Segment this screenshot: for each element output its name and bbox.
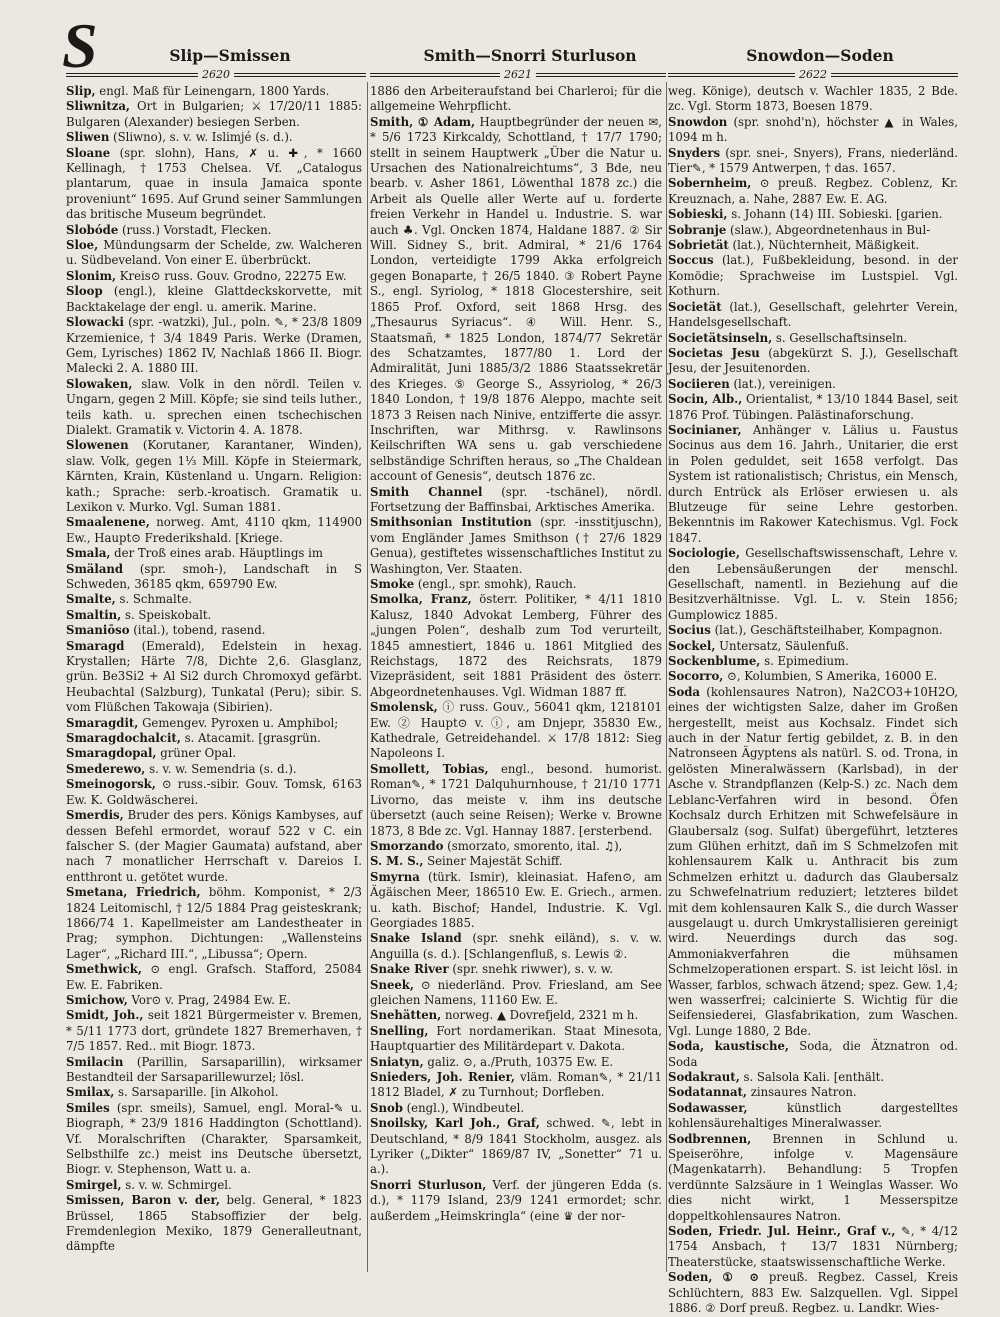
dictionary-entry <box>66 315 362 377</box>
running-header-left: Slip—Smissen <box>169 46 291 65</box>
dictionary-entry <box>668 1101 958 1132</box>
dictionary-entry <box>668 1270 958 1316</box>
entry-text: Hauptbegründer der neuen ✉, * 5/6 1723 Kirkcaldy, Schottland, † 17/7 1790; stellt in seinem Hauptwerk „Über die Natur u. Ursachen des Nationalreichtums“, 3 Bde, neu bearb. v. Asher 1861, Löwenthal 1878 zc.) die Arbeit als Quelle aller Werte auf u. forderte freien Verkehr in Handel u. Industrie. S. war auch ♣. Vgl. Oncken 1874, Haldane 1887. ② Sir Will. Sidney S., brit. Admiral, * 21/6 1764 London, verteidigte 1799 Akka erfolgreich gegen Bonaparte, † 26/5 1840. ③ Robert Payne S., engl. Syriolog, * 1818 Glocestershire, seit 1865 Prof. Oxford, seit 1868 Hrsg. des „Thesaurus Syriacus“. ④ Will. Henr. S., Staatsmañ, * 1825 London, 1874/77 Sekretär des Schatzamtes, 1877/80 1. Lord der Admiralität, Juni 1885/3/2 1886 Staatssekretär des Krieges. ⑤ George S., Assyriolog, * 26/3 1840 London, † 19/8 1876 Aleppo, machte seit 1873 3 Reisen nach Ninive, entzifferte die assyr. Inschriften, war Mithrsg. v. Rawlinsons Keilschriften WA sens u. gab verschiedene selbständige Schriften heraus, so „The Chaldean account of Genesis“, deutsch 1876 zc. <box>370 114 662 484</box>
entry-headword: Snehätten, <box>370 1008 442 1023</box>
entry-text: Vor⊙ v. Prag, 24984 Ew. E. <box>127 992 291 1007</box>
dictionary-entry <box>66 562 362 593</box>
entry-text: Mündungsarm der Schelde, zw. Walcheren u. Südbeveland. Von einer E. überbrückt. <box>66 238 362 268</box>
entry-text: s. Epimedium. <box>760 654 849 669</box>
entry-headword: Sodawasser, <box>668 1100 748 1115</box>
entry-text: (russ.) Vorstadt, Flecken. <box>118 222 272 237</box>
dictionary-entry <box>668 639 958 654</box>
dictionary-entry <box>370 577 662 592</box>
entry-headword: Smalte, <box>66 592 116 607</box>
entry-text: s. Johann (14) III. Sobieski. [garien. <box>727 207 943 222</box>
entry-text: (spr. snei-, Snyers), Frans, niederländ. Tier✎, * 1579 Antwerpen, † das. 1657. <box>668 145 958 176</box>
dictionary-entry <box>66 1178 362 1193</box>
entry-text: slaw. Volk in den nördl. Teilen v. Ungarn, gegen 2 Mill. Köpfe; sie sind teils luther., teils kath. u. sprechen einen tschechischen Dialekt. Gramatik v. Victorin 4. A. 1878. <box>66 376 362 437</box>
entry-text: seit 1821 Bürgermeister v. Bremen, * 5/11 1773 dort, gründete 1827 Bremerhaven, † 7/5 1857. Red.. mit Biogr. 1873. <box>66 1008 363 1054</box>
entry-text: zinsaures Natron. <box>747 1085 857 1100</box>
entry-text: Gesellschaftswissenschaft, Lehre v. den Lebensäußerungen der menschl. Gesellschaft, namentl. in Beziehung auf die Besitzverhältnisse. Vgl. L. v. Stein 1856; Gumplowicz 1885. <box>668 546 958 622</box>
entry-headword: Smala, <box>66 546 111 561</box>
dictionary-entry <box>66 962 362 993</box>
entry-text: ⊙, Kolumbien, S Amerika, 16000 E. <box>723 669 938 684</box>
entry-text: (lat.), Gesellschaft, gelehrter Verein, Handelsgesellschaft. <box>668 299 958 330</box>
entry-headword: Sloop <box>66 284 103 299</box>
entry-headword: Socin, Alb., <box>668 392 743 407</box>
dictionary-entry <box>66 546 362 561</box>
dictionary-entry <box>668 1039 958 1070</box>
entry-headword: Sobranje <box>668 222 727 237</box>
entry-text: (lat.), Fußbekleidung, besond. in der Komödie; Sprachweise im Lustspiel. Vgl. Kothurn. <box>668 253 958 299</box>
dictionary-entry <box>370 515 662 577</box>
dictionary-entry <box>668 1085 958 1100</box>
entry-headword: Sliwen <box>66 130 110 145</box>
entry-headword: Smolka, Franz, <box>370 592 472 607</box>
entry-headword: Smith, ① Adam, <box>370 114 476 129</box>
entry-headword: Snelling, <box>370 1023 429 1038</box>
text-column-center <box>370 84 662 1224</box>
entry-text: (spr. snehk riwwer), s. v. w. <box>448 962 614 977</box>
dictionary-entry <box>66 608 362 623</box>
entry-headword: Sociieren <box>668 376 730 391</box>
entry-headword: Smerdis, <box>66 808 124 823</box>
entry-text: vläm. Roman✎, * 21/11 1812 Bladel, ✗ zu Turnhout; Dorfleben. <box>370 1070 662 1100</box>
entry-headword: Smyrna <box>370 869 420 884</box>
dictionary-entry <box>370 978 662 1009</box>
page-number-rule-center <box>370 68 666 82</box>
entry-headword: Snob <box>370 1100 403 1115</box>
entry-text: (abgekürzt S. J.), Gesellschaft Jesu, der Jesuitenorden. <box>668 345 958 376</box>
entry-text: (Parillin, Sarsaparillin), wirksamer Bestandteil der Sarsaparillewurzel; lösl. <box>66 1054 362 1084</box>
entry-headword: Sociologie, <box>668 546 740 561</box>
entry-headword: Smetana, Friedrich, <box>66 885 201 900</box>
entry-text: s. Gesellschaftsinseln. <box>772 330 908 345</box>
entry-text: Ort in Bulgarien; ⚔ 17/20/11 1885: Bulgaren (Alexander) besiegen Serben. <box>66 99 362 129</box>
dictionary-entry <box>66 746 362 761</box>
dictionary-entry <box>668 84 958 115</box>
dictionary-entry <box>668 623 958 638</box>
entry-headword: Smidt, Joh., <box>66 1008 144 1023</box>
entry-text: belg. General, * 1823 Brüssel, 1865 Stabsoffizier der belg. Fremdenlegion Mexiko, 1879 Generalleutnant, dämpfte <box>66 1193 362 1254</box>
entry-headword: Smolensk, <box>370 700 438 715</box>
entry-text: österr. Politiker, * 4/11 1810 Kalusz, 1840 Advokat Lemberg, Führer des „jungen Polen“, deshalb zum Tod verurteilt, 1845 amnestiert, 1846 u. 1861 Mitglied des Reichstags, 1872 des Reichsrats, 1879 Vizepräsident, seit 1881 Präsident des österr. Abgeordnetenhauses. Vgl. Widman 1887 ff. <box>370 592 662 699</box>
entry-text: (lat.), Nüchternheit, Mäßigkeit. <box>728 238 920 253</box>
column-divider-2 <box>666 82 667 1272</box>
entry-text: böhm. Komponist, * 2/3 1824 Leitomischl, † 12/5 1884 Prag geisteskrank; 1866/74 1. Kapellmeister am Landestheater in Prag; symphon. Dichtungen: „Wallensteins Lager“, „Richard III.“, „Libussa“; Opern. <box>66 885 362 961</box>
entry-text: norweg. Amt, 4110 qkm, 114900 Ew., Haupt⊙ Frederikshald. [Kriege. <box>66 515 362 545</box>
entry-text: s. Sarsaparille. [in Alkohol. <box>114 1085 279 1100</box>
dictionary-entry <box>668 654 958 669</box>
entry-headword: Sliwnitza, <box>66 99 130 114</box>
dictionary-entry <box>66 762 362 777</box>
entry-headword: Smiles <box>66 1100 110 1115</box>
entry-headword: Snowdon <box>668 114 728 129</box>
entry-headword: Soden, Friedr. Jul. Heinr., Graf v., <box>668 1224 896 1239</box>
entry-headword: Smirgel, <box>66 1177 122 1192</box>
entry-text: norweg. ▲ Dovrefjeld, 2321 m h. <box>441 1008 639 1023</box>
entry-text: (spr. smoh-), Landschaft in S Schweden, 36185 qkm, 659790 Ew. <box>66 561 362 591</box>
entry-headword: Sloe, <box>66 238 99 253</box>
dictionary-entry <box>668 176 958 207</box>
dictionary-entry <box>668 346 958 377</box>
page-number-left: 2620 <box>198 68 234 82</box>
entry-headword: Smilacin <box>66 1054 124 1069</box>
entry-headword: Smoke <box>370 577 415 591</box>
dictionary-entry <box>668 669 958 684</box>
entry-text: (spr. snohd'n), höchster ▲ in Wales, 1094 m h. <box>668 114 958 145</box>
entry-text: (lat.), vereinigen. <box>729 376 836 391</box>
entry-headword: Sobieski, <box>668 207 728 222</box>
dictionary-entry <box>668 146 958 177</box>
dictionary-entry <box>66 1193 362 1255</box>
dictionary-entry <box>668 423 958 546</box>
entry-headword: Soden, ① ⊙ <box>668 1270 760 1285</box>
entry-text: 1886 den Arbeiteraufstand bei Charleroi; für die allgemeine Wehrpflicht. <box>370 84 662 114</box>
entry-text: (Korutaner, Karantaner, Winden), slaw. Volk, gegen 1⅓ Mill. Köpfe in Steiermark, Kärnten, Krain, Küstenland u. Ungarn. Religion: kath.; Sprache: serb.-kroatisch. Gramatik u. Lexikon v. Murko. Vgl. Suman 1881. <box>66 438 362 514</box>
dictionary-entry <box>66 1085 362 1100</box>
entry-headword: Smaltin, <box>66 607 122 622</box>
entry-text: s. Schmalte. <box>115 592 193 607</box>
entry-headword: Smaniōso <box>66 623 130 638</box>
dictionary-entry <box>668 253 958 299</box>
entry-headword: Slowaken, <box>66 376 133 391</box>
entry-headword: Snake River <box>370 962 449 977</box>
entry-headword: Smichow, <box>66 992 128 1007</box>
dictionary-entry <box>66 716 362 731</box>
entry-text: ⓘ russ. Gouv., 56041 qkm, 1218101 Ew. ② Haupt⊙ v. ⓘ, am Dnjepr, 35830 Ew., Kathedrale, Getreidehandel. ⚔ 17/8 1812: Sieg Napoleons I. <box>370 700 662 761</box>
dictionary-entry <box>668 1070 958 1085</box>
dictionary-entry <box>370 870 662 932</box>
column-divider-1 <box>367 82 368 1272</box>
entry-headword: Slip, <box>66 84 96 98</box>
entry-text: Anhänger v. Lälius u. Faustus Socinus aus dem 16. Jahrh., Unitarier, die erst in Polen geduldet, seit 1658 verfolgt. Das System ist rationalistisch; Christus, ein Mensch, durch Entrück als Erlöser erwiesen u. als Blutzeuge für seine Lehre gestorben. Bekenntnis im Rakower Katechismus. Vgl. Fock 1847. <box>668 422 958 545</box>
entry-text: Bruder des pers. Königs Kambyses, auf dessen Befehl ermordet, worauf 522 v C. ein falscher S. (der Magier Gaumata) aufstand, aber nach 7 monatlicher Herrschaft v. Dareios I. entthront u. getötet wurde. <box>66 808 362 884</box>
dictionary-entry <box>66 377 362 439</box>
dictionary-entry <box>370 1008 662 1023</box>
dictionary-entry <box>668 685 958 1039</box>
entry-text: s. v. w. Semendria (s. d.). <box>145 761 297 776</box>
entry-headword: Smäland <box>66 561 124 576</box>
dictionary-entry <box>66 1101 362 1178</box>
entry-text: ⊙ niederländ. Prov. Friesland, am See gleichen Namens, 11160 Ew. E. <box>370 977 662 1007</box>
entry-text: (spr. -tschänel), nördl. Fortsetzung der Baffinsbai, Arktisches Amerika. <box>370 484 662 514</box>
dictionary-entry <box>66 84 362 99</box>
dictionary-entry <box>66 731 362 746</box>
entry-text: Seiner Majestät Schiff. <box>423 854 563 869</box>
entry-text: (Sliwno), s. v. w. Islimjé (s. d.). <box>109 130 293 145</box>
running-header-right: Snowdon—Soden <box>746 46 894 65</box>
entry-headword: Slonim, <box>66 268 117 283</box>
entry-headword: Snyders <box>668 145 721 160</box>
entry-headword: Sodakraut, <box>668 1070 740 1084</box>
entry-text: (engl.), kleine Glattdeckskorvette, mit Backtakelage der engl. u. amerik. Marine. <box>66 284 362 314</box>
entry-text: Fort nordamerikan. Staat Minesota, Hauptquartier des Militärdepart v. Dakota. <box>370 1023 662 1054</box>
entry-headword: Socorro, <box>668 669 724 684</box>
running-header-center: Smith—Snorri Sturluson <box>423 46 637 65</box>
entry-text: (slaw.), Abgeordnetenhaus in Bul- <box>726 222 931 237</box>
page-number-rule-left <box>66 68 366 82</box>
entry-headword: Slobóde <box>66 222 119 237</box>
entry-headword: Smithsonian Institution <box>370 515 532 530</box>
page-number-rule-right <box>668 68 958 82</box>
entry-text: (spr. slohn), Hans, ✗ u. ✚, * 1660 Kellinagh, †1753 Chelsea. Vf. „Catalogus plantarum, quae in insula Jamaica sponte proveniunt“ 1695. Auf Grund seiner Sammlungen das britische Museum begründet. <box>66 145 362 222</box>
dictionary-entry <box>66 885 362 962</box>
dictionary-entry <box>370 931 662 962</box>
dictionary-entry <box>370 115 662 485</box>
dictionary-entry <box>66 777 362 808</box>
entry-headword: Smaalenene, <box>66 515 150 530</box>
dictionary-entry <box>370 1070 662 1101</box>
dictionary-entry <box>66 808 362 885</box>
dictionary-entry <box>370 1178 662 1224</box>
entry-headword: Societas Jesu <box>668 345 760 360</box>
dictionary-entry <box>370 592 662 700</box>
entry-text: (engl., spr. smohk), Rauch. <box>414 577 577 591</box>
dictionary-entry <box>66 1055 362 1086</box>
entry-text: preuß. Regbez. Cassel, Kreis Schlüchtern, 883 Ew. Salzquellen. Vgl. Sippel 1886. ② Dorf preuß. Regbez. u. Landkr. Wies- <box>668 1270 958 1316</box>
dictionary-entry <box>668 1132 958 1224</box>
dictionary-entry <box>370 84 662 115</box>
entry-headword: Sockenblume, <box>668 654 761 669</box>
entry-headword: Sodatannat, <box>668 1085 747 1100</box>
entry-headword: Smaragdopal, <box>66 746 157 761</box>
entry-headword: Soda, kaustische, <box>668 1039 789 1054</box>
entry-headword: Sobrietät <box>668 238 729 253</box>
entry-text: engl., besond. humorist. Roman✎, * 1721 Dalquhurnhouse, † 21/10 1771 Livorno, das meiste v. ihm ins deutsche übersetzt (auch seine Reisen); Werke v. Browne 1873, 8 Bde zc. Vgl. Hannay 1887. [ersterbend. <box>370 761 662 838</box>
entry-text: ✎, * 4/12 1754 Ansbach, † 13/7 1831 Nürnberg; Theaterstücke, staatswissenschaftliche Werke. <box>668 1224 958 1269</box>
entry-headword: Sodbrennen, <box>668 1131 752 1146</box>
dictionary-entry <box>66 639 362 716</box>
dictionary-entry <box>66 993 362 1008</box>
dictionary-entry <box>66 99 362 130</box>
entry-text: (spr. smeils), Samuel, engl. Moral-✎ u. Biograph, * 23/9 1816 Haddington (Schottland). Vf. Moralschriften (Charakter, Sparsamkeit, Selbsthilfe zc.) meist ins Deutsche übersetzt, Biogr. v. Stephenson, Watt u. a. <box>66 1100 362 1177</box>
dictionary-entry <box>668 238 958 253</box>
dictionary-entry <box>66 438 362 515</box>
entry-headword: Sneek, <box>370 977 414 992</box>
dictionary-entry <box>66 284 362 315</box>
entry-headword: Smaragd <box>66 638 125 653</box>
entry-text: s. Speiskobalt. <box>121 607 212 622</box>
dictionary-entry <box>66 223 362 238</box>
dictionary-entry <box>370 700 662 762</box>
entry-text: ⊙ engl. Grafsch. Stafford, 25084 Ew. E. Fabriken. <box>66 962 362 992</box>
dictionary-entry <box>668 1224 958 1270</box>
dictionary-entry <box>668 377 958 392</box>
dictionary-entry <box>668 223 958 238</box>
dictionary-entry <box>66 130 362 145</box>
entry-text: s. Atacamit. [grasgrün. <box>180 731 321 746</box>
entry-text: künstlich dargestelltes kohlensäurehaltiges Mineralwasser. <box>668 1100 958 1131</box>
entry-text: der Troß eines arab. Häuptlings im <box>110 546 323 561</box>
entry-headword: Snake Island <box>370 931 462 946</box>
entry-text: Untersatz, Säulenfuß. <box>715 638 850 653</box>
entry-headword: Smilax, <box>66 1085 115 1100</box>
entry-headword: Slowenen <box>66 438 129 453</box>
dictionary-entry <box>370 485 662 516</box>
dictionary-entry <box>668 392 958 423</box>
entry-headword: Smorzando <box>370 838 444 853</box>
entry-headword: Snorri Sturluson, <box>370 1177 487 1192</box>
entry-headword: Sniatyn, <box>370 1054 424 1069</box>
entry-text: schwed. ✎, lebt in Deutschland, * 8/9 1841 Stockholm, ausgez. als Lyriker („Dikter“ 1869/87 IV, „Sonetter“ 71 u. a.). <box>370 1116 662 1177</box>
entry-headword: Soda <box>668 684 700 699</box>
dictionary-entry <box>668 207 958 222</box>
dictionary-entry <box>66 515 362 546</box>
entry-headword: Soccus <box>668 253 714 268</box>
entry-text: grüner Opal. <box>156 746 237 761</box>
entry-headword: Socinianer, <box>668 422 742 437</box>
dictionary-entry <box>370 1024 662 1055</box>
entry-text: Gemengev. Pyroxen u. Amphibol; <box>138 715 339 730</box>
entry-headword: Smaragdochalcit, <box>66 731 181 746</box>
entry-text: ⊙ preuß. Regbez. Coblenz, Kr. Kreuznach, a. Nahe, 2887 Ew. E. AG. <box>668 176 958 206</box>
dictionary-entry <box>370 1055 662 1070</box>
dictionary-entry <box>66 238 362 269</box>
dictionary-entry <box>668 115 958 146</box>
entry-text: Orientalist, * 13/10 1844 Basel, seit 1876 Prof. Tübingen. Palästinaforschung. <box>668 392 958 422</box>
entry-text: Brennen in Schlund u. Speiseröhre, infolge v. Magensäure (Magenkatarrh). Behandlung: 5 Tropfen verdünnte Salzsäure in 1 Weinglas Wasser. Wo dies nicht wirkt, 1 Messerspitze doppeltkohlensaures Natron. <box>668 1131 958 1223</box>
dictionary-entry <box>66 146 362 223</box>
dictionary-entry <box>66 592 362 607</box>
entry-text: galiz. ⊙, a./Pruth, 10375 Ew. E. <box>423 1054 614 1069</box>
entry-text: weg. Könige), deutsch v. Wachler 1835, 2 Bde. zc. Vgl. Storm 1873, Boesen 1879. <box>668 84 958 114</box>
entry-text: (Emerald), Edelstein in hexag. Krystallen; Härte 7/8, Dichte 2,6. Glasglanz, grün. Be3Si2 + Al Si2 durch Chromoxyd gefärbt. Heubachtal (Salzburg), Tunkatal (Peru); sibir. S. vom Flüßchen Takowaja (Sibirien). <box>66 638 362 715</box>
dictionary-entry <box>668 331 958 346</box>
entry-headword: Smollett, Tobias, <box>370 761 489 776</box>
page-number-center: 2621 <box>500 68 536 82</box>
text-column-right <box>668 84 958 1317</box>
dictionary-entry <box>370 854 662 869</box>
text-column-left <box>66 84 362 1255</box>
entry-text: (ital.), tobend, rasend. <box>129 623 266 638</box>
entry-headword: Socius <box>668 623 711 638</box>
dictionary-entry <box>370 1116 662 1178</box>
dictionary-entry <box>370 1101 662 1116</box>
entry-headword: Smaragdit, <box>66 715 139 730</box>
entry-text: (smorzato, smorento, ital. ♫), <box>443 838 623 853</box>
entry-text: Verf. der jüngeren Edda (s. d.), * 1179 Island, 23/9 1241 ermordet; schr. außerdem „Heimskringla“ (eine ♛ der nor- <box>370 1177 662 1223</box>
entry-text: Kreis⊙ russ. Gouv. Grodno, 22275 Ew. <box>116 268 347 283</box>
entry-text: s. Salsola Kali. [enthält. <box>739 1070 885 1084</box>
entry-headword: Smith Channel <box>370 484 483 499</box>
entry-text: (spr. snehk eiländ), s. v. w. Anguilla (s. d.). [Schlangenfluß, s. Lewis ②. <box>370 931 663 961</box>
entry-text: (engl.), Windbeutel. <box>402 1100 525 1115</box>
entry-text: ⊙ russ.-sibir. Gouv. Tomsk, 6163 Ew. K. Goldwäscherei. <box>66 777 362 807</box>
entry-headword: Smeinogorsk, <box>66 777 156 792</box>
dictionary-entry <box>66 623 362 638</box>
entry-headword: Societät <box>668 299 722 314</box>
entry-headword: Societätsinseln, <box>668 330 773 345</box>
dictionary-entry <box>66 269 362 284</box>
entry-text: (spr. -insstitjuschn), vom Engländer James Smithson († 27/6 1829 Genua), gestiftetes wissenschaftliches Institut zu Washington, Ver. Staaten. <box>370 515 662 576</box>
entry-text: (türk. Ismir), kleinasiat. Hafen⊙, am Ägäischen Meer, 186510 Ew. E. Griech., armen. u. kath. Bischof; Handel, Industrie. K. Vgl. Georgiades 1885. <box>370 869 662 930</box>
entry-headword: Sloane <box>66 145 111 160</box>
entry-text: (lat.), Geschäftsteilhaber, Kompagnon. <box>710 623 943 638</box>
entry-text: s. v. w. Schmirgel. <box>121 1177 232 1192</box>
entry-headword: Smissen, Baron v. der, <box>66 1193 220 1208</box>
entry-text: (spr. -watzki), Jul., poln. ✎, * 23/8 1809 Krzemienice, † 3/4 1849 Paris. Werke (Dramen, Gem, Lyrisches) 1862 IV, Nachlaß 1866 II. Biogr. Malecki 2. A. 1880 III. <box>66 315 362 376</box>
entry-headword: Snieders, Joh. Renier, <box>370 1070 515 1084</box>
dictionary-entry <box>668 300 958 331</box>
entry-headword: Slowacki <box>66 315 124 330</box>
entry-text: engl. Maß für Leinengarn, 1800 Yards. <box>95 84 330 98</box>
entry-headword: Sobernheim, <box>668 176 752 191</box>
dictionary-entry <box>66 1008 362 1054</box>
entry-headword: Smethwick, <box>66 962 142 977</box>
dictionary-entry <box>370 762 662 839</box>
entry-headword: Sockel, <box>668 638 716 653</box>
dictionary-entry <box>668 546 958 623</box>
entry-headword: Smederewo, <box>66 761 146 776</box>
entry-headword: S. M. S., <box>370 854 424 869</box>
entry-headword: Snoilsky, Karl Joh., Graf, <box>370 1116 540 1131</box>
page-number-right: 2622 <box>795 68 831 82</box>
entry-text: Soda, die Ätznatron od. Soda <box>668 1039 958 1069</box>
section-letter: S <box>62 10 98 81</box>
dictionary-entry <box>370 962 662 977</box>
entry-text: (kohlensaures Natron), Na2CO3+10H2O, eines der wichtigsten Salze, daher im Großen hergestellt, meist aus Kochsalz. Findet sich auch in der Natur fertig gebildet, z. B. in den Natronseen Ägyptens als natürl. S. od. Trona, in gelösten Mineralwässern (Karlsbad), in der Asche v. Strandpflanzen (Kelp-S.) zc. Nach dem Leblanc-Verfahren wird in besond. Öfen Kochsalz durch Erhitzen mit Schwefelsäure in Glaubersalz (sog. Sulfat) übergeführt, letzteres zum Glühen erhitzt, dañ im S Schmelzofen mit kohlensaurem Kalk u. Anthracit bis zum Schmelzen erhitzt u. dadurch das Glaubersalz zu Schwefelnatrium reduziert; letzteres bildet mit dem kohlensauren Kalk S., die durch Wasser ausgelaugt u. durch Umkrystallisieren gereinigt wird. Neuerdings durch das sog. Ammoniakverfahren die mühsamen Schmelzoperationen erspart. S. ist leicht lösl. in Wasser, farblos, schwach ätzend; spez. Gew. 1,4; wen wasserfrei; calcinierte S. Wichtig für die Seifensiederei, Glasfabrikation, zum Waschen. Vgl. Lunge 1880, 2 Bde. <box>668 684 958 1038</box>
dictionary-entry <box>370 839 662 854</box>
